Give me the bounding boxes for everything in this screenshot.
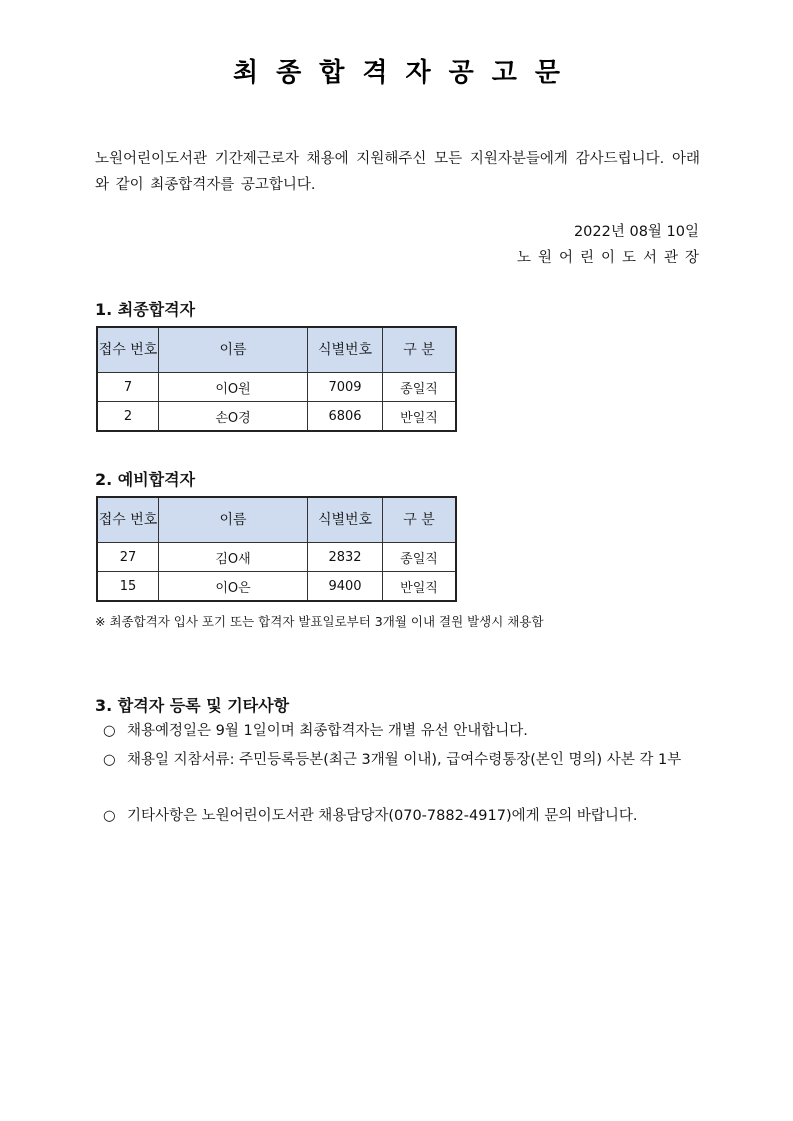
- table-header-row: [97, 327, 456, 373]
- final-passers-table: [96, 326, 457, 432]
- list-item-text: 채용예정일은 9월 1일이며 최종합격자는 개별 유선 안내합니다.: [127, 723, 528, 739]
- cell-type: 반일직: [383, 572, 457, 602]
- reserve-note: ※ 최종합격자 입사 포기 또는 합격자 발표일로부터 3개월 이내 결원 발생시 채용함: [95, 614, 544, 629]
- cell-id: 7009: [308, 373, 383, 402]
- cell-name: 손O경: [159, 402, 308, 432]
- cell-no: 15: [97, 572, 159, 602]
- cell-id: 9400: [308, 572, 383, 602]
- cell-no: 7: [97, 373, 159, 402]
- intro-paragraph: 노원어린이도서관 기간제근로자 채용에 지원해주신 모든 지원자분들에게 감사드립니다. 아래와 같이 최종합격자를 공고합니다.: [95, 151, 700, 193]
- cell-no: 27: [97, 543, 159, 572]
- list-item-text: 기타사항은 노원어린이도서관 채용담당자(070-7882-4917)에게 문의 바랍니다.: [127, 808, 638, 824]
- table-row: [97, 402, 456, 432]
- cell-name: 이O은: [159, 572, 308, 602]
- header-type: 구 분: [383, 497, 457, 543]
- circle-bullet-icon: ○: [103, 723, 116, 739]
- section1-heading: 1. 최종합격자: [95, 300, 196, 319]
- organization-name: 노원어린이도서관장: [516, 250, 706, 266]
- circle-bullet-icon: ○: [103, 752, 116, 768]
- announcement-date: 2022년 08월 10일: [573, 224, 699, 240]
- cell-type: 종일직: [383, 373, 457, 402]
- table-header-row: [97, 497, 456, 543]
- header-type: 구 분: [383, 327, 457, 373]
- list-item-text: 채용일 지참서류: 주민등록등본(최근 3개월 이내), 급여수령통장(본인 명의) 사본 각 1부: [127, 752, 682, 768]
- header-id: 식별번호: [308, 497, 383, 543]
- table-row: [97, 543, 456, 572]
- cell-id: 2832: [308, 543, 383, 572]
- cell-type: 반일직: [383, 402, 457, 432]
- section2-heading: 2. 예비합격자: [95, 470, 196, 489]
- cell-id: 6806: [308, 402, 383, 432]
- section3-heading: 3. 합격자 등록 및 기타사항: [95, 696, 290, 715]
- list-item: [103, 747, 703, 773]
- cell-name: 이O원: [159, 373, 308, 402]
- header-id: 식별번호: [308, 327, 383, 373]
- cell-name: 김O새: [159, 543, 308, 572]
- circle-bullet-icon: ○: [103, 808, 116, 824]
- page-title: 최종합격자공고문: [233, 58, 578, 88]
- header-no: 접수 번호: [97, 327, 159, 373]
- cell-type: 종일직: [383, 543, 457, 572]
- list-item: [103, 803, 703, 829]
- list-item: [103, 718, 703, 744]
- reserve-passers-table: [96, 496, 457, 602]
- header-name: 이름: [159, 497, 308, 543]
- header-no: 접수 번호: [97, 497, 159, 543]
- table-row: [97, 572, 456, 602]
- header-name: 이름: [159, 327, 308, 373]
- cell-no: 2: [97, 402, 159, 432]
- table-row: [97, 373, 456, 402]
